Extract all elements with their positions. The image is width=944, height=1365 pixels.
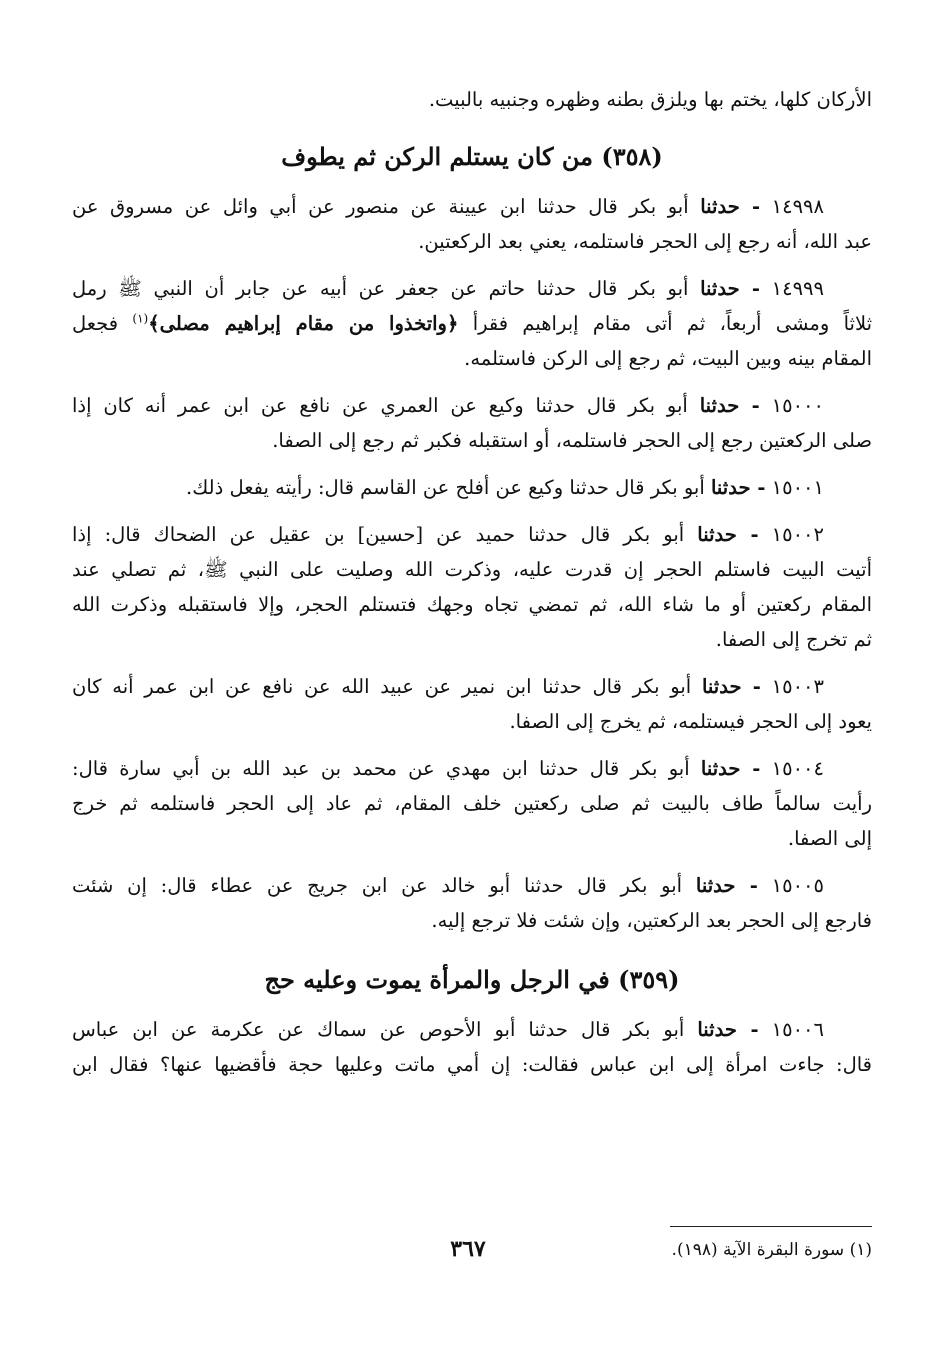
section-heading-358: (٣٥٨) من كان يستلم الركن ثم يطوف	[281, 142, 663, 171]
footnote: (١) سورة البقرة الآية (١٩٨).	[671, 1240, 872, 1260]
hadith-text: أبو بكر قال حدثنا ابن نمير عن عبيد الله عن نافع عن ابن عمر أنه كان	[72, 675, 692, 698]
hadith-number: ١٥٠٠٤	[771, 757, 824, 780]
hadith-text: أبو بكر قال حدثنا أبو خالد عن ابن جريج عن عطاء قال: إن شئت	[72, 874, 683, 897]
hadith-text: أبو بكر قال حدثنا أبو الأحوص عن سماك عن عكرمة عن ابن عباس	[72, 1018, 685, 1041]
hadith-number: ١٥٠٠٠	[771, 394, 824, 417]
hadith-line	[72, 517, 872, 552]
hadith-text: أبو بكر قال حدثنا ابن عيينة عن منصور عن أبي وائل عن مسروق عن	[72, 195, 689, 218]
hadith-line	[72, 470, 872, 505]
page-body	[72, 82, 872, 1082]
hadith-lead: - حدثنا	[699, 394, 760, 417]
hadith-line: رأيت سالماً طاف بالبيت ثم صلى ركعتين خلف المقام، ثم عاد إلى الحجر فاستلمه ثم خرج	[72, 792, 872, 815]
hadith-lead: - حدثنا	[695, 874, 758, 897]
hadith-line: يعود إلى الحجر فيستلمه، ثم يخرج إلى الصفا.	[509, 710, 872, 733]
hadith-15003	[72, 669, 872, 739]
hadith-lead: - حدثنا	[710, 476, 766, 499]
hadith-line	[72, 189, 872, 224]
footnote-ref[interactable]: (١)	[132, 311, 149, 326]
page-number: ٣٦٧	[450, 1236, 486, 1262]
hadith-number: ١٥٠٠١	[771, 476, 824, 499]
hadith-line	[72, 1012, 872, 1047]
footnote-divider	[670, 1226, 872, 1227]
hadith-15000	[72, 388, 872, 458]
hadith-text: ثلاثاً ومشى أربعاً، ثم أتى مقام إبراهيم فقرأ	[472, 312, 873, 335]
hadith-15002	[72, 517, 872, 657]
hadith-14998	[72, 189, 872, 259]
hadith-line	[72, 388, 872, 423]
hadith-line	[72, 868, 872, 903]
hadith-text: فجعل	[72, 312, 119, 335]
hadith-text: أبو بكر قال حدثنا وكيع عن العمري عن نافع عن ابن عمر أنه كان إذا	[72, 394, 688, 417]
hadith-text: أبو بكر قال حدثنا حميد عن [حسين] بن عقيل عن الضحاك قال: إذا	[72, 523, 685, 546]
hadith-line: قال: جاءت امرأة إلى ابن عباس فقالت: إن أمي ماتت وعليها حجة فأقضيها عنها؟ فقال ابن	[72, 1053, 872, 1076]
hadith-line: المقام ركعتين أو ما شاء الله، ثم تمضي تجاه وجهك فتستلم الحجر، وإلا فاستقبله وذكرت الله	[72, 593, 872, 616]
section-heading-359: (٣٥٩) في الرجل والمرأة يموت وعليه حج	[264, 965, 680, 994]
hadith-line	[72, 751, 872, 786]
hadith-line	[72, 271, 872, 306]
hadith-text: أبو بكر قال حدثنا ابن مهدي عن محمد بن عبد الله بن أبي سارة قال:	[72, 757, 690, 780]
hadith-line: المقام بينه وبين البيت، ثم رجع إلى الركن فاستلمه.	[464, 347, 872, 370]
hadith-number: ١٤٩٩٨	[771, 195, 824, 218]
hadith-text: أبو بكر قال حدثنا وكيع عن أفلح عن القاسم قال: رأيته يفعل ذلك.	[186, 476, 705, 499]
hadith-line	[72, 669, 872, 704]
hadith-15006	[72, 1012, 872, 1082]
hadith-number: ١٥٠٠٣	[771, 675, 824, 698]
hadith-lead: - حدثنا	[700, 277, 760, 300]
hadith-line: صلى الركعتين رجع إلى الحجر فاستلمه، أو استقبله فكبر ثم رجع إلى الصفا.	[272, 429, 872, 452]
hadith-number: ١٤٩٩٩	[771, 277, 824, 300]
quran-quote: ﴿واتخذوا من مقام إبراهيم مصلى﴾	[148, 312, 459, 335]
hadith-line: عبد الله، أنه رجع إلى الحجر فاستلمه، يعني بعد الركعتين.	[418, 230, 872, 253]
hadith-lead: - حدثنا	[700, 757, 761, 780]
hadith-number: ١٥٠٠٢	[771, 523, 824, 546]
hadith-lead: - حدثنا	[697, 523, 759, 546]
hadith-number: ١٥٠٠٦	[771, 1018, 824, 1041]
hadith-lead: - حدثنا	[700, 195, 761, 218]
hadith-line: ثم تخرج إلى الصفا.	[715, 628, 872, 651]
hadith-lead: - حدثنا	[701, 675, 761, 698]
hadith-line: أتيت البيت فاستلم الحجر إن قدرت عليه، وذكرت الله وصليت على النبي ﷺ، ثم تصلي عند	[72, 558, 872, 581]
hadith-15001	[72, 470, 872, 505]
intro-line: الأركان كلها، يختم بها ويلزق بطنه وظهره وجنبيه بالبيت.	[428, 88, 872, 111]
hadith-number: ١٥٠٠٥	[771, 874, 824, 897]
hadith-line: فارجع إلى الحجر بعد الركعتين، وإن شئت فلا ترجع إليه.	[431, 909, 872, 932]
hadith-line: إلى الصفا.	[787, 827, 872, 850]
hadith-line	[72, 306, 872, 341]
hadith-14999	[72, 271, 872, 376]
hadith-text: أبو بكر قال حدثنا حاتم عن جعفر عن أبيه عن جابر أن النبي ﷺ رمل	[72, 277, 689, 300]
hadith-lead: - حدثنا	[697, 1018, 759, 1041]
hadith-15004	[72, 751, 872, 856]
hadith-15005	[72, 868, 872, 938]
